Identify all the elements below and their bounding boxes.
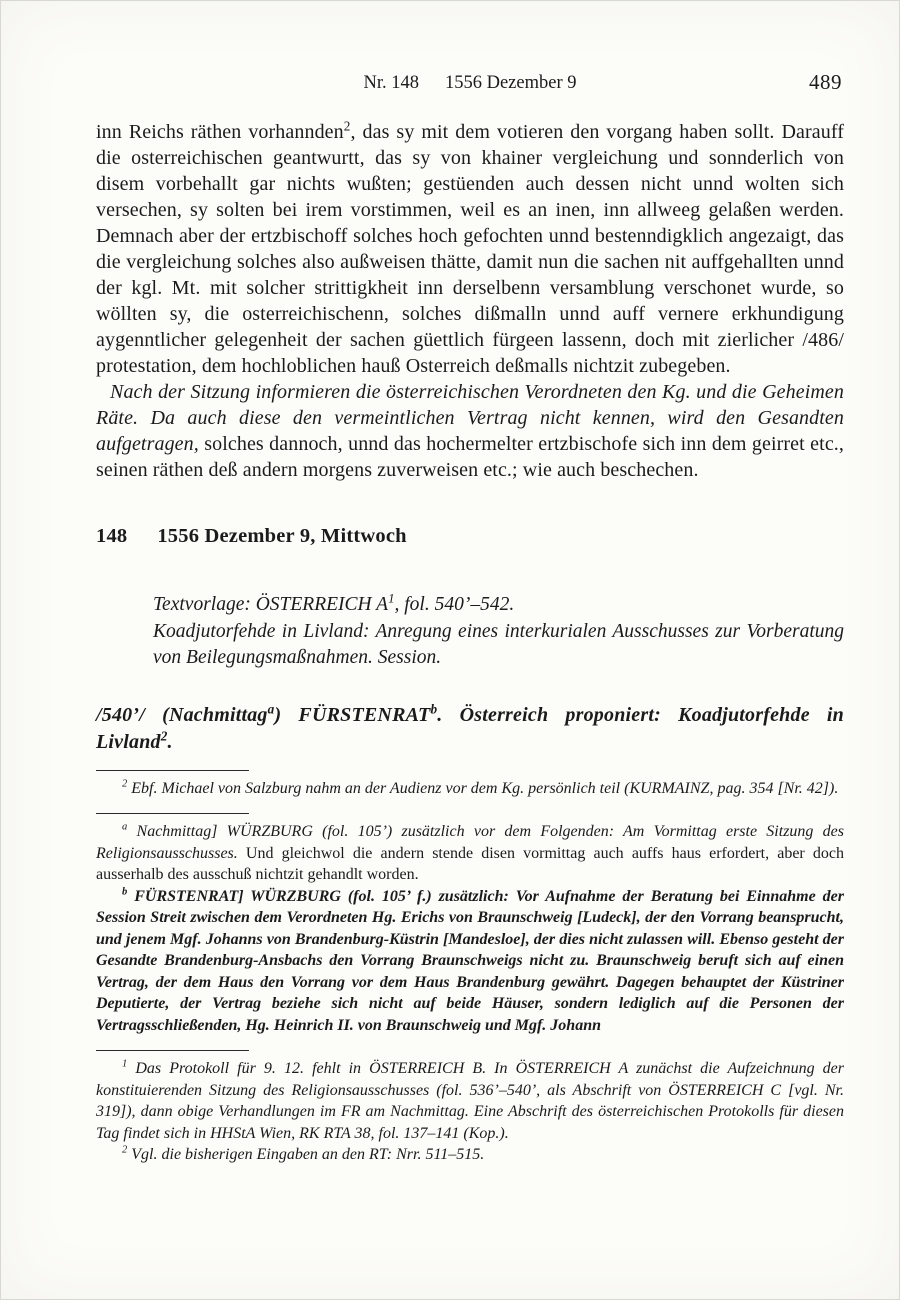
paragraph-editorial-summary (96, 379, 844, 483)
text-segment: ) FÜRSTENRAT (274, 703, 431, 726)
footnote-group-2 (96, 821, 844, 1036)
text-segment: , das sy mit dem votieren den vorgang haben sollt. Darauff die osterreichischen geantwurtt, das sy von khainer vergleichung und sonnderlich von disem vorbehallt gar nichts wußten; gestüenden auch dessen nicht unnd wolten sich versechen, sy solten bei irem vorstimmen, weil es an inen, inn allweeg gelaßen werden. Demnach aber der ertzbischoff solches hoch gefochten unnd bestenndigklich angezaigt, das die vergleichung solches also außweisen thätte, damit nun die sachen nit auffgehallten unnd der kgl. Mt. mit solcher strittigkheit inn derselbenn versamblung verschonet wurde, so wöllten sy, die osterreichischenn, solches dißmalln unnd auff vernere erkhundigung aygenntlicher gelegenheit der sachen güettlich fürgeen lassenn, doch mit zierlicher /486/ protestation, dem hochloblichen hauß Osterreich deßmalls nichtzit zubegeben. (96, 121, 844, 377)
document-heading (96, 525, 844, 548)
page-number: 489 (809, 70, 842, 94)
text-segment: /540’/ (Nachmittag (96, 703, 268, 726)
document-title: 1556 Dezember 9, Mittwoch (157, 525, 407, 547)
footnote-2 (96, 778, 844, 800)
footnote-marker-2: 2 (122, 778, 128, 790)
text-segment: inn Reichs räthen vorhannden (96, 121, 344, 143)
footnote-group-1 (96, 778, 844, 800)
footnote-marker-b: b (430, 700, 438, 716)
text-segment: solches dannoch, unnd das hochermelter ertzbischofe sich inn dem geirret etc., seinen räthen deß andern morgens zuverweisen etc.; wie auch beschechen. (96, 433, 844, 481)
source-reference (153, 592, 844, 619)
footnote-marker-2: 2 (160, 727, 168, 743)
footnote-separator-rule (96, 813, 249, 814)
footnote-text-roman: Und gleichwol die andern stende disen vormittag auch auffs haus erfordert, aber doch ausserhalb des ausschuß nichtzit gehandlt worden. (96, 844, 844, 883)
footnote-group-3 (96, 1058, 844, 1166)
text-segment: , fol. 540’–542. (394, 594, 515, 615)
footnote-marker-2: 2 (122, 1144, 128, 1156)
footnote-b (96, 886, 844, 1037)
footnote-text-italic: Nachmittag] WÜRZBURG (fol. 105’) zusätzlich vor dem Folgenden: Am Vormittag erste Sitzung des Religionsausschusses. (96, 823, 844, 862)
footnote-text: Das Protokoll für 9. 12. fehlt in ÖSTERREICH B. In ÖSTERREICH A zunächst die Aufzeichnung der konstituierenden Sitzung des Religionsausschusses (fol. 536’–540’, als Abschrift von ÖSTERREICH C [vgl. Nr. 319]), dann obige Verhandlungen im FR am Nachmittag. Eine Abschrift des österreichischen Protokolls für diesen Tag findet sich in HHStA Wien, RK RTA 38, fol. 137–141 (Kop.). (96, 1060, 844, 1142)
running-title-date: 1556 Dezember 9 (444, 73, 577, 93)
editorial-summary-italic: Nach der Sitzung informieren die österreichischen Verordneten den Kg. und die Geheimen Räte. Da auch diese den vermeintlichen Vertrag nicht kennen, wird den Gesandten aufgetragen, (96, 381, 844, 455)
text-segment: . (167, 730, 173, 753)
text-segment: Textvorlage: ÖSTERREICH A (153, 594, 389, 615)
footnote-text: FÜRSTENRAT] WÜRZBURG (fol. 105’ f.) zusätzlich: Vor Aufnahme der Beratung bei Einnahme der Session Streit zwischen dem Verordneten Hg. Erichs von Braunschweig [Ludeck], der den Vorrang beansprucht, und jenem Mgf. Johanns von Brandenburg-Küstrin [Mandesloe], der dies nicht zulassen will. Ebenso gesteht der Gesandte Brandenburg-Ansbachs den Vorrang Braunschweigs nicht zu. Braunschweig beruft sich auf einen Vertrag, der dem Haus den Vorrang vor dem Haus Brandenburg gewährt. Dagegen behauptet der Küstriner Deputierte, der Vertrag beziehe sich nicht auf beide Häuser, sondern lediglich auf die Personen der Vertragsschließenden, Hg. Heinrich II. von Braunschweig und Mgf. Johann (96, 887, 844, 1034)
footnote-separator-rule (96, 770, 249, 771)
page-header (96, 70, 844, 99)
footnote-marker-b: b (122, 886, 128, 898)
running-title-number: Nr. 148 (363, 73, 419, 93)
document-number: 148 (96, 525, 128, 547)
footnote-marker-a: a (267, 700, 275, 716)
footnote-marker-a: a (122, 821, 128, 833)
session-proposition (96, 702, 844, 756)
footnote-marker-1: 1 (122, 1058, 128, 1070)
footnote-1 (96, 1058, 844, 1144)
footnote-separator-rule (96, 1050, 249, 1051)
text-segment: . Österreich proponiert: Koadjutorfehde in Livland (96, 703, 844, 753)
footnote-text: Ebf. Michael von Salzburg nahm an der Audienz vor dem Kg. persönlich teil (KURMAINZ, pag. 354 [Nr. 42]). (127, 779, 839, 797)
footnote-a (96, 821, 844, 886)
paragraph-protocol-continuation (96, 119, 844, 379)
source-summary: Koadjutorfehde in Livland: Anregung eines interkurialen Ausschusses zur Vorberatung von Beilegungsmaßnahmen. Session. (153, 620, 844, 668)
footnote-marker-2: 2 (343, 118, 351, 134)
footnote-marker-1: 1 (388, 591, 395, 606)
footnote-text: Vgl. die bisherigen Eingaben an den RT: Nrr. 511–515. (127, 1146, 485, 1163)
source-block (153, 592, 844, 672)
running-title (363, 73, 576, 94)
footnote-2-bottom (96, 1144, 844, 1166)
